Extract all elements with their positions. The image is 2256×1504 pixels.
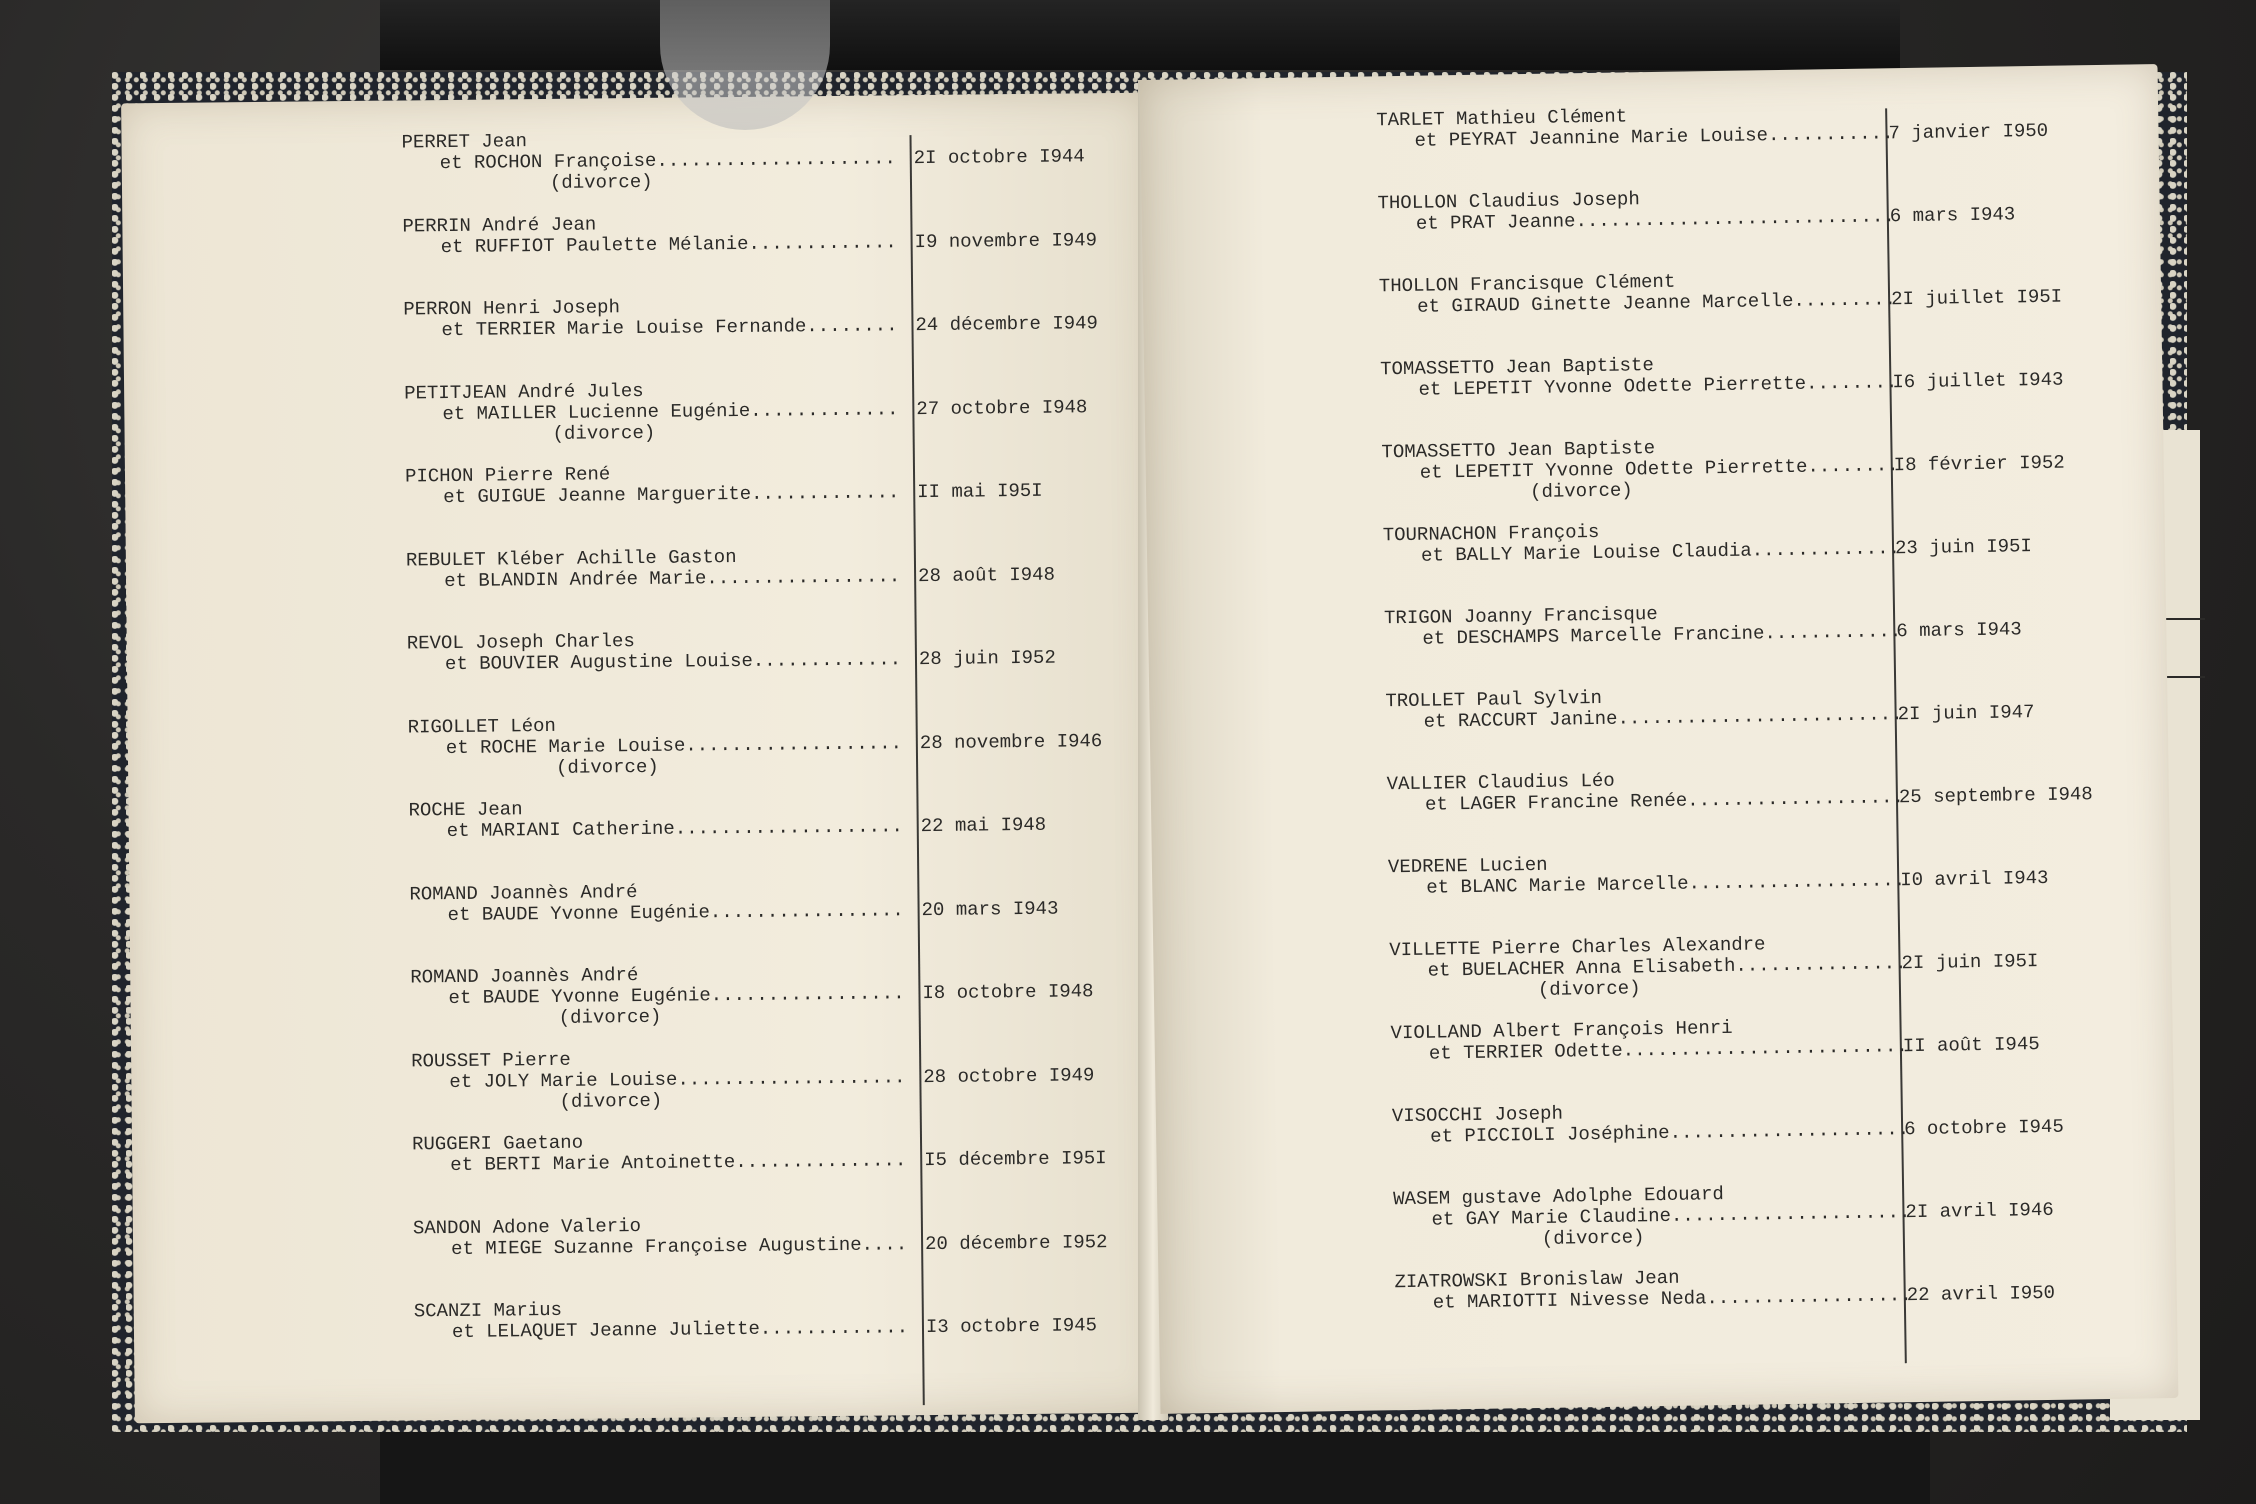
register-entry: [1383, 600, 2022, 650]
divorce-note: (divorce): [555, 755, 659, 779]
groom-name: REVOL Joseph Charles: [406, 630, 635, 655]
bride-name: et GIRAUD Ginette Jeanne Marcelle: [1417, 289, 1794, 318]
leader-dots: .............: [748, 230, 897, 255]
leader-dots: .............: [750, 397, 899, 422]
divorce-note: (divorce): [1529, 479, 1633, 503]
bride-name: et BOUVIER Augustine Louise: [444, 649, 753, 676]
groom-name: TRIGON Joanny Francisque: [1383, 603, 1658, 630]
bride-name: et RUFFIOT Paulette Mélanie: [440, 232, 749, 258]
groom-name: THOLLON Francisque Clément: [1378, 270, 1676, 298]
divorce-note: (divorce): [559, 1089, 663, 1113]
leader-dots: ..................: [1706, 1284, 1912, 1310]
groom-name: REBULET Kléber Achille Gaston: [405, 545, 737, 571]
leader-dots: ............: [1764, 620, 1902, 645]
marriage-date: 6 octobre I945: [1903, 1115, 2064, 1141]
marriage-date: II mai I95I: [917, 479, 1043, 504]
leader-dots: ...............: [1735, 952, 1907, 977]
register-entry: [1389, 932, 2039, 1003]
marriage-date: 2I octobre I944: [913, 145, 1085, 170]
register-entry: [404, 461, 1043, 509]
bride-line: [403, 232, 897, 258]
register-entry: [401, 127, 1085, 195]
marriage-date: 2I juillet I95I: [1890, 285, 2063, 311]
marriage-date: 6 mars I943: [1889, 203, 2016, 228]
bride-name: et ROCHON Françoise: [439, 149, 657, 175]
groom-name: SANDON Adone Valerio: [412, 1214, 642, 1239]
register-entry: [405, 545, 1056, 592]
bride-name: et BLANDIN Andrée Marie: [444, 566, 707, 592]
groom-name: WASEM gustave Adolphe Edouard: [1393, 1183, 1724, 1211]
bride-name: et BUELACHER Anna Elisabeth: [1427, 954, 1736, 982]
leader-dots: .............: [759, 1316, 909, 1340]
bride-name: et BLANC Marie Marcelle: [1426, 872, 1689, 899]
register-entry: [1378, 268, 2063, 318]
leader-dots: ...................: [1688, 869, 1906, 895]
bride-name: et BERTI Marie Antoinette: [450, 1151, 736, 1177]
marriage-date: I3 octobre I945: [925, 1314, 1098, 1339]
groom-name: TOMASSETTO Jean Baptiste: [1379, 354, 1654, 381]
groom-name: TROLLET Paul Sylvin: [1385, 686, 1603, 713]
bride-line: [409, 816, 903, 842]
bride-name: et LAGER Francine Renée: [1424, 789, 1688, 816]
marriage-date: 24 décembre I949: [915, 312, 1099, 337]
left-page: [121, 93, 1163, 1424]
bride-name: et LEPETIT Yvonne Odette Pierrette: [1419, 455, 1808, 484]
marriage-date: 25 septembre I948: [1898, 783, 2093, 809]
bride-line: [413, 1234, 907, 1260]
groom-name: TOURNACHON François: [1382, 520, 1600, 547]
marriage-date: I6 juillet I943: [1892, 368, 2064, 394]
groom-name: PETITJEAN André Jules: [404, 379, 644, 404]
groom-name: VISOCCHI Joseph: [1391, 1102, 1564, 1128]
marriage-date: 22 mai I948: [920, 813, 1047, 838]
bride-name: et LEPETIT Yvonne Odette Pierrette: [1418, 372, 1807, 401]
marriage-date: 28 novembre I946: [919, 729, 1103, 754]
register-entry: [1379, 351, 2064, 401]
leader-dots: ...................: [685, 731, 903, 757]
groom-name: VALLIER Claudius Léo: [1386, 769, 1615, 796]
leader-dots: .................: [706, 564, 901, 589]
groom-name: TARLET Mathieu Clément: [1376, 105, 1628, 132]
bride-line: [403, 315, 897, 341]
leader-dots: ........: [806, 314, 898, 338]
marriage-date: 2I juin I95I: [1901, 950, 2039, 975]
register-entry: [1390, 1015, 2040, 1065]
divorce-note: (divorce): [549, 170, 653, 194]
bride-name: et DESCHAMPS Marcelle Francine: [1422, 622, 1765, 650]
marriage-date: 23 juin I95I: [1894, 535, 2033, 560]
leader-dots: ....................: [677, 1065, 906, 1091]
marriage-date: II août I945: [1902, 1033, 2040, 1058]
marriage-date: 6 mars I943: [1896, 618, 2022, 643]
groom-name: PERRET Jean: [401, 130, 528, 154]
leader-dots: ........: [1807, 454, 1899, 478]
marriage-date: I8 février I952: [1893, 451, 2065, 477]
bride-name: et ROCHE Marie Louise: [445, 734, 686, 759]
top-binding-strip: [380, 0, 1900, 70]
groom-name: TOMASSETTO Jean Baptiste: [1381, 437, 1656, 464]
bride-line: [406, 566, 900, 592]
groom-name: VIOLLAND Albert François Henri: [1390, 1016, 1733, 1045]
bride-name: et BALLY Marie Louise Claudia: [1420, 539, 1752, 567]
marriage-date: 20 décembre I952: [924, 1230, 1108, 1255]
register-entry: [1386, 766, 2093, 816]
groom-name: THOLLON Claudius Joseph: [1377, 188, 1640, 215]
register-entry: [1385, 683, 2035, 733]
register-entry: [406, 628, 1056, 676]
groom-name: ROCHE Jean: [408, 798, 523, 822]
divorce-note: (divorce): [1541, 1226, 1645, 1250]
leader-dots: ............................: [1575, 205, 1895, 233]
divorce-note: (divorce): [1537, 977, 1641, 1001]
register-entry: [413, 1296, 1098, 1344]
marriage-date: 20 mars I943: [921, 897, 1059, 921]
bride-name: et MIEGE Suzanne Françoise Augustine: [451, 1233, 862, 1260]
register-entry: [1391, 1098, 2064, 1148]
leader-dots: ....: [861, 1232, 908, 1256]
bottom-binding-strip: [380, 1420, 1930, 1504]
leader-dots: .............: [1751, 537, 1901, 562]
marriage-date: I9 novembre I949: [914, 228, 1098, 253]
bride-name: et JOLY Marie Louise: [449, 1068, 678, 1093]
register-entry: [407, 712, 1103, 780]
bride-name: et TERRIER Marie Louise Fernande: [441, 315, 807, 342]
marriage-date: 28 juin I952: [918, 646, 1056, 671]
bride-name: et LELAQUET Jeanne Juliette: [451, 1317, 760, 1344]
groom-name: ZIATROWSKI Bronislaw Jean: [1394, 1266, 1680, 1294]
groom-name: VEDRENE Lucien: [1387, 853, 1548, 879]
register-entry: [1376, 102, 2049, 152]
groom-name: ROMAND Joannès André: [409, 880, 638, 905]
marriage-date: 28 octobre I949: [923, 1063, 1095, 1088]
register-entry: [412, 1213, 1108, 1260]
marriage-date: 7 janvier I950: [1888, 119, 2049, 145]
marriage-date: 2I juin I947: [1897, 701, 2035, 726]
groom-name: SCANZI Marius: [413, 1298, 563, 1323]
marriage-date: I5 décembre I95I: [924, 1147, 1107, 1172]
register-entry: [411, 1046, 1095, 1114]
groom-name: PERRON Henri Joseph: [403, 296, 621, 321]
bride-line: [414, 1317, 908, 1343]
bride-name: et GAY Marie Claudine: [1431, 1204, 1672, 1231]
leader-dots: ...................: [1687, 786, 1905, 812]
marriage-date: I0 avril I943: [1900, 866, 2049, 892]
register-entry: [411, 1129, 1107, 1177]
groom-name: ROMAND Joannès André: [410, 964, 639, 989]
bride-line: [405, 482, 899, 508]
groom-name: RIGOLLET Léon: [407, 714, 557, 738]
bride-name: et MARIANI Catherine: [446, 817, 675, 843]
leader-dots: ........: [1805, 371, 1898, 395]
bride-line: [410, 900, 904, 926]
bride-name: et BAUDE Yvonne Eugénie: [447, 900, 710, 926]
leader-dots: .............: [750, 481, 900, 505]
register-entry: [410, 962, 1094, 1030]
groom-name: RUGGERI Gaetano: [411, 1131, 584, 1156]
register-entry: [1377, 185, 2016, 235]
groom-name: ROUSSET Pierre: [411, 1048, 571, 1072]
bride-name: et PICCIOLI Joséphine: [1430, 1121, 1670, 1148]
bride-name: et PEYRAT Jeannine Marie Louise: [1414, 124, 1769, 152]
divorce-note: (divorce): [558, 1005, 662, 1029]
bride-name: et RACCURT Janine: [1423, 707, 1618, 733]
register-entry: [1382, 517, 2033, 567]
register-entry: [1387, 849, 2049, 899]
register-entry: [1381, 434, 2065, 505]
leader-dots: .................: [710, 982, 905, 1007]
bride-name: et GUIGUE Jeanne Marguerite: [443, 482, 752, 509]
marriage-date: 28 août I948: [917, 563, 1056, 587]
leader-dots: ...............: [735, 1149, 907, 1174]
leader-dots: .............: [752, 648, 902, 672]
bride-name: et MARIOTTI Nivesse Neda: [1432, 1287, 1707, 1314]
leader-dots: ...........: [1767, 122, 1894, 147]
leader-dots: .....................: [1670, 1201, 1911, 1227]
bride-name: et PRAT Jeanne: [1415, 210, 1576, 235]
groom-name: PERRIN André Jean: [402, 212, 597, 237]
bride-line: [407, 649, 901, 675]
marriage-date: 27 octobre I948: [916, 395, 1088, 420]
bride-name: et TERRIER Odette: [1428, 1039, 1623, 1065]
register-entry: [409, 879, 1059, 926]
register-entry: [404, 378, 1088, 446]
leader-dots: .........................: [1617, 703, 1903, 730]
bride-name: et BAUDE Yvonne Eugénie: [448, 984, 711, 1010]
leader-dots: .....................: [1669, 1118, 1910, 1144]
divorce-note: (divorce): [552, 421, 656, 445]
right-page: [1140, 64, 2179, 1414]
register-entry: [408, 795, 1047, 843]
bride-line: [412, 1150, 906, 1176]
register-entry: [1393, 1181, 2054, 1252]
leader-dots: .................: [709, 898, 904, 923]
marriage-date: 22 avril I950: [1906, 1281, 2056, 1307]
marriage-date: 2I avril I946: [1905, 1198, 2054, 1224]
bride-name: et MAILLER Lucienne Eugénie: [442, 399, 751, 425]
groom-name: VILLETTE Pierre Charles Alexandre: [1389, 933, 1766, 962]
leader-dots: ....................: [674, 815, 903, 840]
groom-name: PICHON Pierre René: [404, 463, 611, 488]
register-entry: [1394, 1264, 2056, 1314]
marriage-date: I8 octobre I948: [922, 980, 1094, 1005]
leader-dots: .....................: [656, 147, 896, 172]
register-entry: [403, 294, 1099, 342]
leader-dots: .........: [1793, 288, 1897, 312]
register-entry: [402, 211, 1098, 258]
leader-dots: .........................: [1622, 1035, 1908, 1062]
